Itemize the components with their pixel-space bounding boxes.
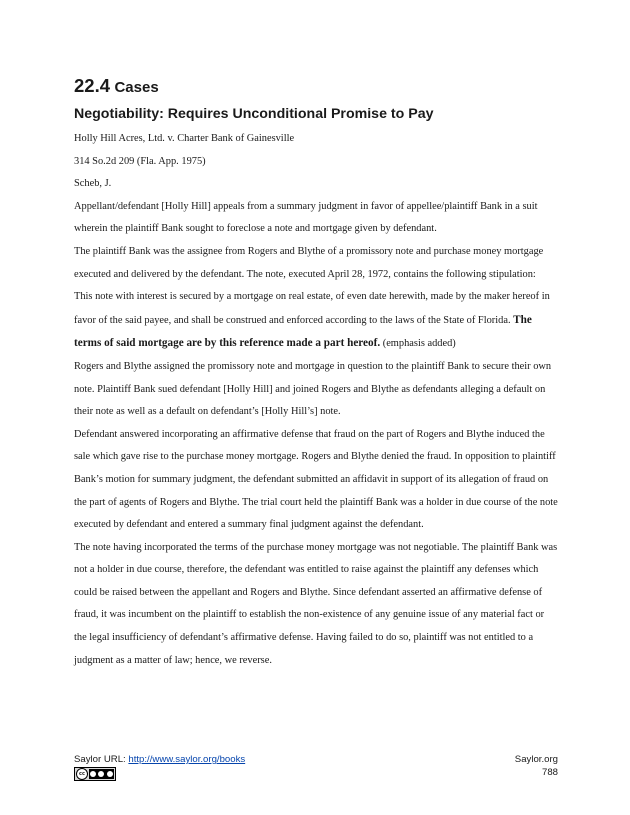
paragraph: The plaintiff Bank was the assignee from Rogers and Blythe of a promissory note and purchase money mortgage executed and delivered by the defendant. The note, executed April 28, 1972, contains the following stipulation: bbox=[74, 245, 544, 280]
footer-right bbox=[515, 753, 558, 779]
paragraph: The note having incorporated the terms of the purchase money mortgage was not negotiable. The plaintiff Bank was not a holder in due course, therefore, the defendant was entitled to raise against the plaintiff any defenses which could be raised between the appellant and Rogers and Blythe. Since defendant asserted an affirmative defense of fraud, it was incumbent on the plaintiff to establish the non-existence of any genuine issue of any material fact or the legal insufficiency of defendant’s affirmative defense. Having failed to do so, plaintiff was not entitled to a judgment as a matter of law; hence, we reverse. bbox=[74, 541, 558, 666]
footer-site: Saylor.org bbox=[514, 754, 558, 765]
cc-circle-icon: cc bbox=[76, 768, 88, 780]
section-title: Cases bbox=[114, 79, 159, 96]
page-number: 788 bbox=[541, 767, 558, 778]
case-citation: 314 So.2d 209 (Fla. App. 1975) bbox=[74, 155, 206, 167]
paragraph: Rogers and Blythe assigned the promissory note and mortgage in question to the plaintiff Bank to secure their own note. Plaintiff Bank sued defendant [Holly Hill] and joined Rogers and Blythe as defendants alleging a default on their note as well as a default on defendant’s [Holly Hill’s] note. bbox=[74, 360, 552, 418]
nc-icon bbox=[98, 771, 104, 777]
section-number: 22.4 bbox=[74, 75, 111, 96]
case-heading: Negotiability: Requires Unconditional Promise to Pay bbox=[74, 106, 434, 122]
case-name: Holly Hill Acres, Ltd. v. Charter Bank of Gainesville bbox=[74, 133, 295, 144]
quote-emphasis: The terms of said mortgage are by this reference made a part hereof. bbox=[74, 313, 532, 350]
footer-left bbox=[74, 753, 245, 766]
page-content bbox=[74, 74, 558, 672]
footer-url-label: Saylor URL: bbox=[74, 754, 129, 765]
footer-url-link[interactable]: http://www.saylor.org/books bbox=[128, 754, 246, 765]
section-heading bbox=[74, 74, 558, 98]
case-body bbox=[74, 128, 558, 672]
judge-name: Scheb, J. bbox=[74, 178, 112, 190]
cc-license-bar bbox=[89, 769, 114, 779]
paragraph: Appellant/defendant [Holly Hill] appeals from a summary judgment in favor of appellee/plaintiff Bank in a suit wherein the plaintiff Bank sought to foreclose a note and mortgage given by defendant. bbox=[74, 200, 538, 235]
quote-note: (emphasis added) bbox=[380, 338, 456, 350]
sa-icon bbox=[107, 771, 113, 777]
quote-text: This note with interest is secured by a mortgage on real estate, of even date herewith, made by the maker hereof in favor of the said payee, and shall be construed and enforced according to the laws of the State of Florida. bbox=[74, 291, 550, 326]
paragraph: Defendant answered incorporating an affirmative defense that fraud on the part of Rogers and Blythe induced the sale which gave rise to the purchase money mortgage. Rogers and Blythe denied the fraud. In opposition to plaintiff Bank’s motion for summary judgment, the defendant submitted an affidavit in support of its allegation of fraud on the part of agents of Rogers and Blythe. The trial court held the plaintiff Bank was a holder in due course of the note executed by defendant and entered a summary final judgment against the defendant. bbox=[74, 428, 558, 531]
by-icon bbox=[90, 771, 96, 777]
creative-commons-badge-icon bbox=[74, 767, 116, 781]
quoted-stipulation bbox=[74, 286, 558, 356]
